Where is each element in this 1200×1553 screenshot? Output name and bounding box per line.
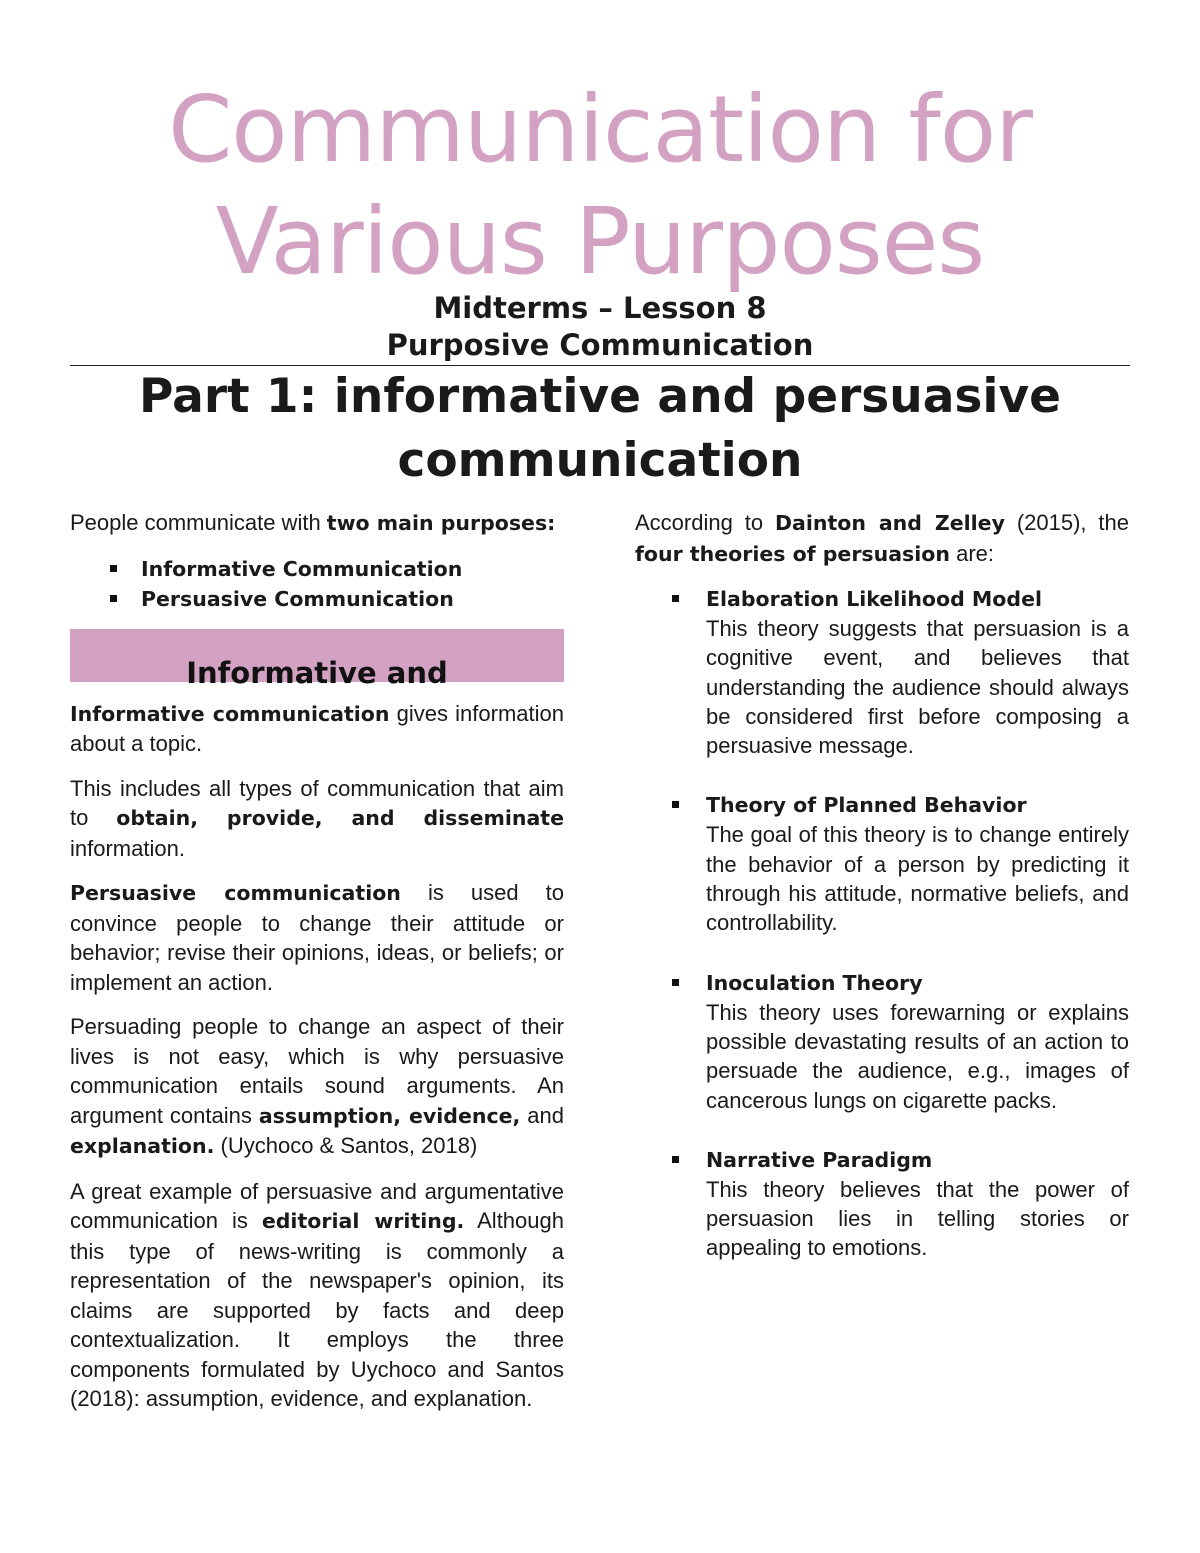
theory-name: Inoculation Theory <box>706 970 923 995</box>
informative-scope: This includes all types of communication that aim to obtain, provide, and disseminate information. <box>70 775 564 861</box>
course-subtitle: Purposive Communication <box>386 328 814 362</box>
theory-description: The goal of this theory is to change entirely the behavior of a person by predicting it through his attitude, normative beliefs, and controllability. <box>706 822 1129 936</box>
part-heading-line-1: Part 1: informative and persuasive <box>138 369 1062 424</box>
persuasive-definition: Persuasive communication is used to convince people to change their attitude or behavior; revise their opinions, ideas, or beliefs; or implement an action. <box>70 880 564 995</box>
bullet-square-icon <box>672 595 679 602</box>
theory-name: Narrative Paradigm <box>706 1147 933 1172</box>
list-item: Informative Communication <box>70 554 564 584</box>
editorial-paragraph: A great example of persuasive and argumentative communication is editorial writing. Although this type of news-writing is commonly a representation of the newspaper's opinion, its claims are supported by facts and deep contextualization. It employs the three components formulated by Uychoco and Santos (2018): assumption, evidence, and explanation. <box>70 1178 564 1411</box>
document-title-line-1: Communication for <box>168 76 1032 183</box>
bullet-square-icon <box>110 595 117 602</box>
theory-item <box>635 584 1129 760</box>
theory-name: Elaboration Likelihood Model <box>706 587 1042 611</box>
bullet-square-icon <box>672 979 679 986</box>
left-column <box>70 508 564 1429</box>
theories-intro: According to Dainton and Zelley (2015), the four theories of persuasion are: <box>635 510 1130 566</box>
purposes-intro: People communicate with two main purposes: <box>70 510 556 535</box>
section-band <box>70 629 564 690</box>
purposes-list <box>70 554 564 614</box>
part-heading-line-2: communication <box>397 433 803 488</box>
theory-name: Theory of Planned Behavior <box>706 793 1027 818</box>
theory-item <box>635 1145 1129 1263</box>
argument-paragraph: Persuading people to change an aspect of their lives is not easy, which is why persuasive communication entails sound arguments. An argument contains assumption, evidence, and explanation. (Uychoco & Santos, 2018) <box>70 1014 564 1158</box>
theory-description: This theory uses forewarning or explains possible devastating results of an action to persuade the audience, e.g., images of cancerous lungs on cigarette packs. <box>706 999 1129 1113</box>
theory-item <box>635 968 1129 1115</box>
theory-description: This theory believes that the power of persuasion lies in telling stories or appealing to emotions. <box>706 1176 1129 1261</box>
informative-definition: Informative communication gives information about a topic. <box>70 700 565 756</box>
lesson-subtitle: Midterms – Lesson 8 <box>433 291 767 325</box>
bullet-square-icon <box>110 565 117 572</box>
right-column <box>635 508 1129 1293</box>
bullet-square-icon <box>672 801 679 808</box>
bullet-square-icon <box>672 1156 679 1163</box>
theory-item <box>635 790 1129 937</box>
list-item: Persuasive Communication <box>70 584 564 614</box>
theory-description: This theory suggests that persuasion is a cognitive event, and believes that understanding the audience should always be considered first before composing a persuasive message. <box>706 616 1129 759</box>
section-band-title: Informative and <box>186 655 448 690</box>
document-title-line-2: Various Purposes <box>215 188 985 295</box>
